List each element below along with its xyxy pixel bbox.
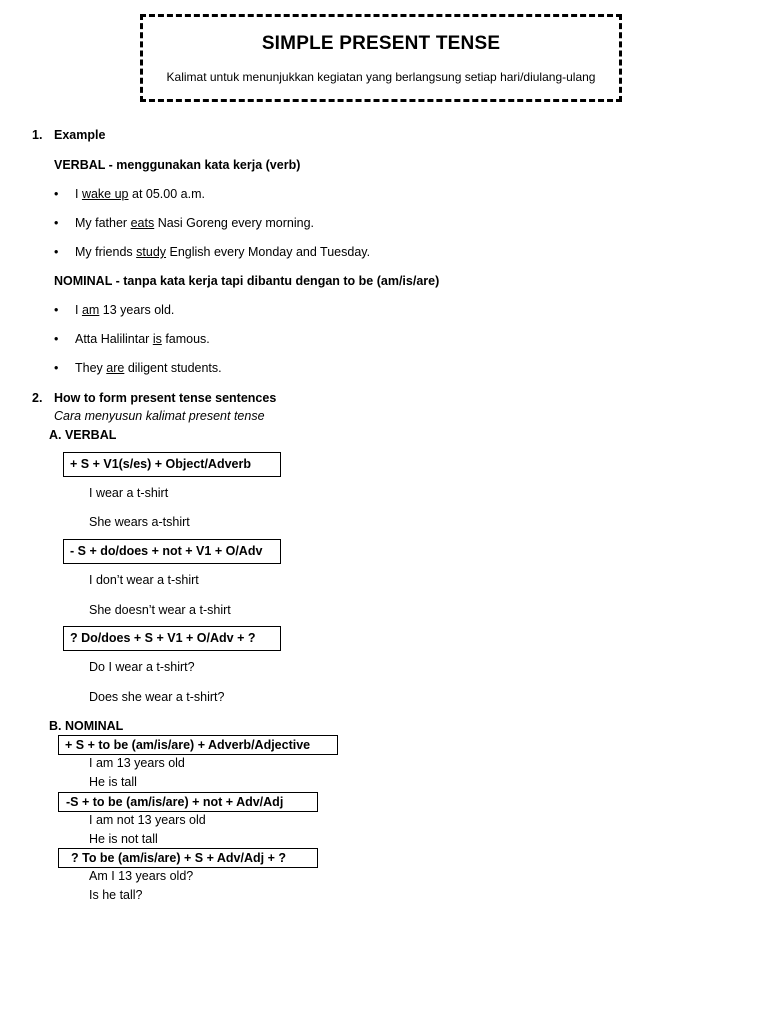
nominal-label: B. NOMINAL <box>49 719 124 733</box>
example-text: 13 years old. <box>99 303 175 317</box>
nominal-question-formula: ? To be (am/is/are) + S + Adv/Adj + ? <box>58 848 318 868</box>
example-verb: wake up <box>81 187 129 201</box>
verbal-positive-example: She wears a-tshirt <box>89 515 190 529</box>
verbal-question-example: Does she wear a t-shirt? <box>89 690 225 704</box>
example-text: at 05.00 a.m. <box>128 187 205 201</box>
example-tobe: is <box>152 332 162 346</box>
example-tobe: are <box>106 361 125 375</box>
title-box <box>140 14 622 102</box>
verbal-positive-example: I wear a t-shirt <box>89 486 169 500</box>
nominal-positive-example: I am 13 years old <box>89 756 185 770</box>
nominal-question-example: Am I 13 years old? <box>89 869 194 883</box>
example-verb: study <box>136 245 167 259</box>
example-text: My father <box>75 216 131 230</box>
section2-heading: How to form present tense sentences <box>54 391 277 405</box>
example-text: My friends <box>75 245 137 259</box>
example-text: Atta Halilintar <box>75 332 153 346</box>
bullet: • <box>54 303 59 317</box>
example-tobe: am <box>81 303 100 317</box>
bullet: • <box>54 216 59 230</box>
nominal-negative-formula: -S + to be (am/is/are) + not + Adv/Adj <box>58 792 318 812</box>
section2-number: 2. <box>32 391 43 405</box>
section2-subheading: Cara menyusun kalimat present tense <box>54 409 265 423</box>
nominal-question-example: Is he tall? <box>89 888 143 902</box>
nominal-negative-example: I am not 13 years old <box>89 813 206 827</box>
verbal-negative-example: I don’t wear a t-shirt <box>89 573 199 587</box>
verbal-question-example: Do I wear a t-shirt? <box>89 660 195 674</box>
verbal-question-formula: ? Do/does + S + V1 + O/Adv + ? <box>63 626 281 651</box>
nominal-negative-example: He is not tall <box>89 832 158 846</box>
nominal-positive-example: He is tall <box>89 775 137 789</box>
page-title: SIMPLE PRESENT TENSE <box>261 33 501 54</box>
section1-number: 1. <box>32 128 43 142</box>
example-text: I <box>75 303 82 317</box>
nominal-heading: NOMINAL - tanpa kata kerja tapi dibantu dengan to be (am/is/are) <box>54 274 440 288</box>
example-text: diligent students. <box>124 361 222 375</box>
verbal-positive-formula: + S + V1(s/es) + Object/Adverb <box>63 452 281 477</box>
example-verb: eats <box>130 216 155 230</box>
bullet: • <box>54 332 59 346</box>
example-text: famous. <box>161 332 210 346</box>
verbal-label: A. VERBAL <box>49 428 117 442</box>
example-text: Nasi Goreng every morning. <box>154 216 315 230</box>
page-subtitle: Kalimat untuk menunjukkan kegiatan yang berlangsung setiap hari/diulang-ulang <box>166 70 596 84</box>
nominal-positive-formula: + S + to be (am/is/are) + Adverb/Adjective <box>58 735 338 755</box>
example-text: They <box>75 361 107 375</box>
verbal-heading: VERBAL - menggunakan kata kerja (verb) <box>54 158 301 172</box>
bullet: • <box>54 187 59 201</box>
bullet: • <box>54 361 59 375</box>
bullet: • <box>54 245 59 259</box>
verbal-negative-formula: - S + do/does + not + V1 + O/Adv <box>63 539 281 564</box>
example-text: English every Monday and Tuesday. <box>166 245 371 259</box>
section1-heading: Example <box>54 128 106 142</box>
example-text: I <box>75 187 82 201</box>
verbal-negative-example: She doesn’t wear a t-shirt <box>89 603 231 617</box>
